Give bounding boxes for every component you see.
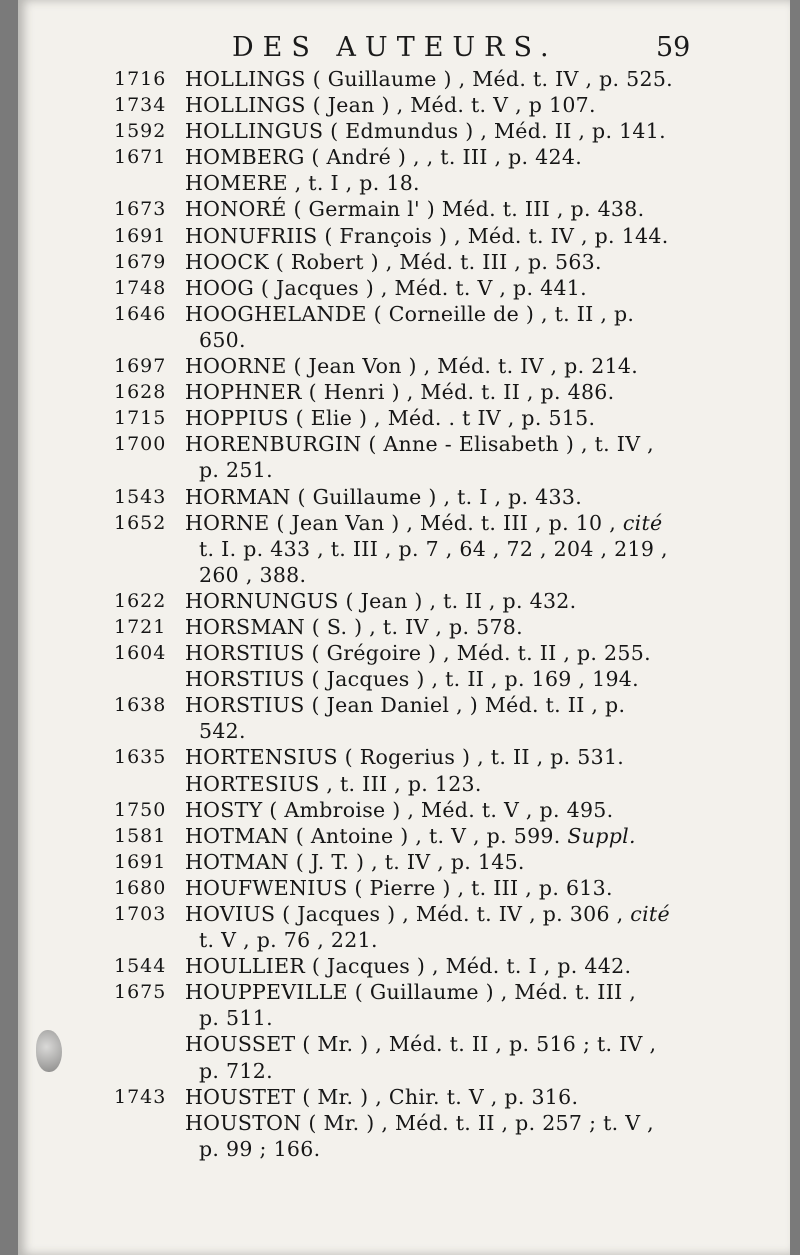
index-entry [18,66,790,92]
entry-year: 1691 [114,850,167,873]
entry-text-content: HORTESIUS , t. III , p. 123. [185,771,482,796]
entry-line [18,1084,790,1110]
entry-text [185,353,638,379]
entry-year: 1635 [114,746,167,769]
entry-year: 1675 [114,981,167,1004]
entry-line [18,118,790,144]
entry-text [185,797,613,823]
index-entry [18,588,790,614]
entry-line [18,953,790,979]
index-entry [18,953,790,979]
index-entry [18,353,790,379]
entry-line [18,771,790,797]
entry-text [185,953,631,979]
index-entry [18,875,790,901]
entry-text [185,979,636,1005]
entry-text [185,405,595,431]
index-entry [18,744,790,770]
entry-line [18,249,790,275]
index-entry [18,196,790,222]
entry-text [185,823,636,849]
entry-year: 1652 [114,511,167,534]
entry-continuation-line [18,927,790,953]
index-entry [18,979,790,1031]
index-entry [18,223,790,249]
entry-year: 1671 [114,146,167,169]
entry-continuation-line [18,327,790,353]
entry-line [18,875,790,901]
entry-year: 1700 [114,433,167,456]
entry-text-content: HOLLINGS ( Jean ) , Méd. t. V , p 107. [185,93,596,118]
entry-line [18,92,790,118]
entry-continuation-text [199,1058,273,1084]
entry-line [18,666,790,692]
entry-continuation-line [18,562,790,588]
index-entry [18,666,790,692]
entry-text [185,614,523,640]
entry-text [185,1110,654,1136]
entry-text [185,744,624,770]
entry-line [18,353,790,379]
entry-year: 1716 [114,68,167,90]
index-entry [18,797,790,823]
index-entry [18,1084,790,1110]
entry-text-content: HOUSTON ( Mr. ) , Méd. t. II , p. 257 ; t. V , [185,1110,654,1135]
entry-text-content: HOORNE ( Jean Von ) , Méd. t. IV , p. 214. [185,354,639,379]
index-entry [18,640,790,666]
entry-year: 1734 [114,94,167,117]
entry-text-content: 542. [199,719,246,744]
entry-italic-note: Suppl. [567,823,636,848]
index-entry [18,901,790,953]
entry-text [185,1084,578,1110]
entry-line [18,797,790,823]
entry-text-content: HONORÉ ( Germain l' ) Méd. t. III , p. 438. [185,197,645,222]
entry-year: 1750 [114,798,167,821]
entry-text-content: HOLLINGUS ( Edmundus ) , Méd. II , p. 141. [185,119,666,144]
entry-text-content: HOOGHELANDE ( Corneille de ) , t. II , p. [185,301,635,326]
entry-text-content: HONUFRIIS ( François ) , Méd. t. IV , p. 144. [185,223,669,248]
entry-line [18,301,790,327]
entry-line [18,979,790,1005]
entry-year: 1743 [114,1085,167,1108]
entry-text-content: HOMBERG ( André ) , , t. III , p. 424. [185,145,583,170]
entry-text [185,431,654,457]
entry-year: 1544 [114,955,167,978]
entry-text [185,666,639,692]
running-title: DES AUTEURS. [232,32,558,63]
entry-continuation-text [199,536,668,562]
entry-italic-note: cité [630,902,670,926]
entry-text-content: HORNUNGUS ( Jean ) , t. II , p. 432. [185,588,577,613]
entry-text [185,92,596,118]
entry-text-content: HOPPIUS ( Elie ) , Méd. . t IV , p. 515. [185,406,596,431]
index-entry [18,510,790,588]
entry-continuation-text [199,327,246,353]
entry-year: 1646 [114,302,167,325]
index-entry [18,849,790,875]
entry-text [185,170,420,196]
entry-year: 1748 [114,276,167,299]
entry-text-content: HORSTIUS ( Jacques ) , t. II , p. 169 , 194. [185,667,639,692]
entry-text [185,692,625,718]
entry-text-content: HOMERE , t. I , p. 18. [185,171,420,196]
entry-text-content: HOUSSET ( Mr. ) , Méd. t. II , p. 516 ; t. IV , [185,1032,657,1057]
entry-continuation-text [199,457,273,483]
entry-continuation-text [199,718,246,744]
book-page [18,0,790,1255]
entry-continuation-line [18,718,790,744]
entry-text [185,223,669,249]
entry-year: 1592 [114,120,167,143]
entry-year: 1679 [114,250,167,273]
index-entry [18,144,790,170]
entry-line [18,692,790,718]
entry-line [18,1031,790,1057]
entry-text [185,66,673,92]
entry-line [18,431,790,457]
entry-year: 1604 [114,642,167,665]
entry-line [18,144,790,170]
entry-line [18,614,790,640]
entry-text [185,875,613,901]
entry-continuation-line [18,1005,790,1031]
entry-text [185,275,587,301]
index-entry [18,275,790,301]
entry-text-content: HOTMAN ( Antoine ) , t. V , p. 599. [185,823,561,848]
entry-text-content: HORSTIUS ( Jean Daniel , ) Méd. t. II , p. [185,693,626,718]
entry-text-content: HOVIUS ( Jacques ) , Méd. t. IV , p. 306 , [185,902,624,926]
page-stain [36,1030,62,1072]
index-entry [18,484,790,510]
entry-continuation-text [199,562,306,588]
entry-text-content: HORMAN ( Guillaume ) , t. I , p. 433. [185,484,583,509]
entry-line [18,405,790,431]
entry-line [18,588,790,614]
entry-line [18,1110,790,1136]
entry-text-content: HORSMAN ( S. ) , t. IV , p. 578. [185,614,523,639]
entry-year: 1680 [114,876,167,899]
index-entry [18,1110,790,1162]
entry-line [18,223,790,249]
entry-text-content: HORSTIUS ( Grégoire ) , Méd. t. II , p. 255. [185,641,651,666]
entry-year: 1703 [114,903,167,925]
entry-year: 1721 [114,615,167,638]
entry-text-content: HOULLIER ( Jacques ) , Méd. t. I , p. 442. [185,954,632,979]
entry-text-content: p. 251. [199,458,273,483]
entry-text [185,118,666,144]
index-entry [18,614,790,640]
entry-text-content: p. 511. [199,1006,273,1031]
entry-year: 1622 [114,589,167,612]
entry-continuation-line [18,1058,790,1084]
index-entry [18,92,790,118]
index-entry [18,379,790,405]
index-entry [18,771,790,797]
author-index-list [18,66,790,1162]
index-entry [18,431,790,483]
entry-text-content: HOUPPEVILLE ( Guillaume ) , Méd. t. III , [185,980,637,1005]
entry-text-content: HOPHNER ( Henri ) , Méd. t. II , p. 486. [185,380,615,405]
entry-italic-note: cité [622,510,663,535]
entry-line [18,66,790,92]
entry-year: 1673 [114,198,167,221]
entry-line [18,275,790,301]
entry-text [185,196,644,222]
index-entry [18,301,790,353]
entry-text-content: HOOCK ( Robert ) , Méd. t. III , p. 563. [185,249,602,274]
entry-year: 1638 [114,694,167,717]
entry-year: 1715 [114,407,167,430]
entry-text-content: HORNE ( Jean Van ) , Méd. t. III , p. 10 , [185,510,617,535]
entry-line [18,196,790,222]
entry-year: 1691 [114,224,167,247]
index-entry [18,170,790,196]
entry-continuation-line [18,1136,790,1162]
entry-line [18,823,790,849]
index-entry [18,249,790,275]
entry-continuation-line [18,457,790,483]
entry-text [185,1031,656,1057]
entry-text-content: HOUSTET ( Mr. ) , Chir. t. V , p. 316. [185,1084,579,1109]
entry-text [185,901,670,927]
entry-line [18,484,790,510]
entry-text-content: HORTENSIUS ( Rogerius ) , t. II , p. 531. [185,745,625,770]
entry-continuation-line [18,536,790,562]
index-entry [18,118,790,144]
entry-text [185,379,614,405]
entry-line [18,510,790,536]
index-entry [18,405,790,431]
entry-text [185,249,602,275]
entry-line [18,849,790,875]
index-entry [18,823,790,849]
entry-text [185,849,525,875]
page-header [18,30,790,70]
page-number: 59 [656,32,691,63]
entry-text-content: 650. [199,327,246,352]
entry-text-content: 260 , 388. [199,562,307,587]
entry-text-content: HOSTY ( Ambroise ) , Méd. t. V , p. 495. [185,797,614,822]
entry-year: 1697 [114,355,167,378]
entry-continuation-text [199,1005,273,1031]
entry-line [18,901,790,927]
entry-text-content: HOTMAN ( J. T. ) , t. IV , p. 145. [185,849,525,874]
entry-year: 1543 [114,485,167,508]
entry-text-content: HOLLINGS ( Guillaume ) , Méd. t. IV , p. 525. [185,67,674,91]
entry-text-content: HOUFWENIUS ( Pierre ) , t. III , p. 613. [185,875,613,900]
entry-text [185,510,662,536]
entry-text-content: p. 99 ; 166. [199,1136,321,1161]
entry-year: 1581 [114,824,167,847]
entry-text-content: p. 712. [199,1058,273,1083]
entry-line [18,744,790,770]
entry-text-content: t. V , p. 76 , 221. [199,928,378,953]
entry-continuation-text [199,927,378,953]
entry-line [18,640,790,666]
index-entry [18,1031,790,1083]
index-entry [18,692,790,744]
entry-line [18,379,790,405]
entry-text [185,301,634,327]
entry-line [18,170,790,196]
entry-text [185,144,582,170]
entry-text-content: HOOG ( Jacques ) , Méd. t. V , p. 441. [185,275,587,300]
entry-text-content: HORENBURGIN ( Anne - Elisabeth ) , t. IV , [185,432,654,457]
entry-text [185,640,651,666]
entry-text [185,484,582,510]
entry-continuation-text [199,1136,320,1162]
entry-text [185,588,576,614]
entry-year: 1628 [114,381,167,404]
entry-text-content: t. I. p. 433 , t. III , p. 7 , 64 , 72 , 204 , 219 , [199,536,668,561]
entry-text [185,771,482,797]
